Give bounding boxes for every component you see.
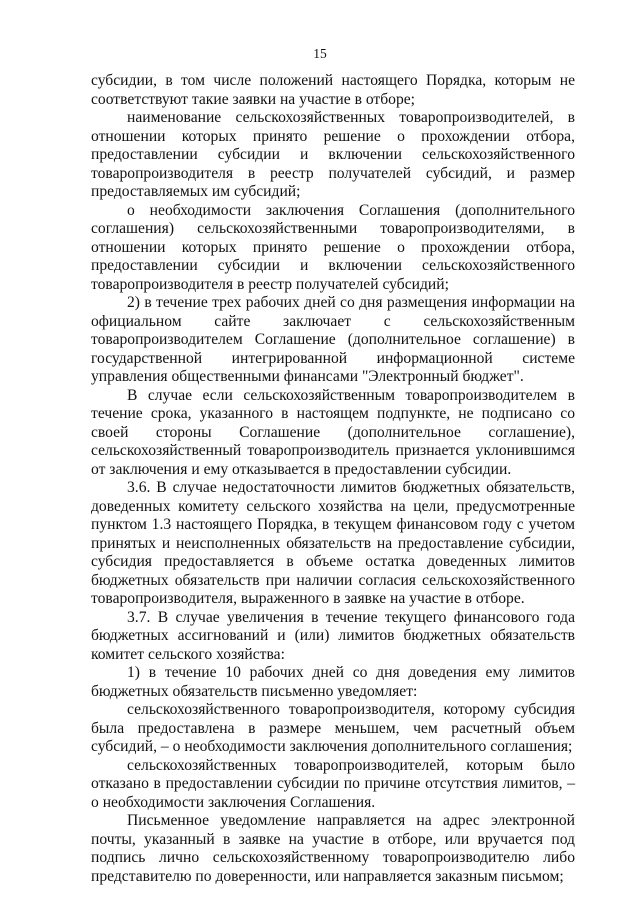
page-number: 15 (313, 46, 327, 61)
paragraph: о необходимости заключения Соглашения (дополнительного соглашения) сельскохозяйственными товаропроизводителями, в отношении которых принято решение о прохождении отбора, предоставлении субсидии и включении сельскохозяйственного товаропроизводителя в реестр получателей субсидий; (91, 201, 575, 293)
paragraph: 3.7. В случае увеличения в течение текущего финансового года бюджетных ассигнований и (или) лимитов бюджетных обязательств комитет сельского хозяйства: (91, 608, 575, 663)
paragraph: сельскохозяйственных товаропроизводителей, которым было отказано в предоставлении субсидии по причине отсутствия лимитов, – о необходимости заключения Соглашения. (91, 756, 575, 811)
paragraph: Письменное уведомление направляется на адрес электронной почты, указанный в заявке на участие в отборе, или вручается под подпись лично сельскохозяйственному товаропроизводителю либо представителю по доверенности, или направляется заказным письмом; (91, 812, 575, 885)
paragraph: субсидии, в том числе положений настоящего Порядка, которым не соответствуют такие заявки на участие в отборе; (91, 72, 575, 108)
paragraph: В случае если сельскохозяйственным товаропроизводителем в течение срока, указанного в настоящем подпункте, не подписано со своей стороны Соглашение (дополнительное соглашение), сельскохозяйственный товаропроизводитель признается уклонившимся от заключения и ему отказывается в предоставлении субсидии. (91, 386, 575, 478)
paragraph: 3.6. В случае недостаточности лимитов бюджетных обязательств, доведенных комитету сельского хозяйства на цели, предусмотренные пунктом 1.3 настоящего Порядка, в текущем финансовом году с учетом принятых и неисполненных обязательств на предоставление субсидии, субсидия предоставляется в объеме остатка доведенных лимитов бюджетных обязательств при наличии согласия сельскохозяйственного товаропроизводителя, выраженного в заявке на участие в отборе. (91, 479, 575, 607)
paragraph: 1) в течение 10 рабочих дней со дня доведения ему лимитов бюджетных обязательств письменно уведомляет: (91, 664, 575, 700)
paragraph: наименование сельскохозяйственных товаропроизводителей, в отношении которых принято решение о прохождении отбора, предоставлении субсидии и включении сельскохозяйственного товаропроизводителя в реестр получателей субсидий, и размер предоставляемых им субсидий; (91, 109, 575, 200)
body-text (91, 72, 575, 886)
paragraph: 2) в течение трех рабочих дней со дня размещения информации на официальном сайте заключает с сельскохозяйственным товаропроизводителем Соглашение (дополнительное соглашение) в государственной интегрированной информационной системе управления общественными финансами "Электронный бюджет". (91, 294, 575, 385)
paragraph: сельскохозяйственного товаропроизводителя, которому субсидия была предоставлена в размере меньшем, чем расчетный объем субсидий, – о необходимости заключения дополнительного соглашения; (91, 701, 575, 755)
